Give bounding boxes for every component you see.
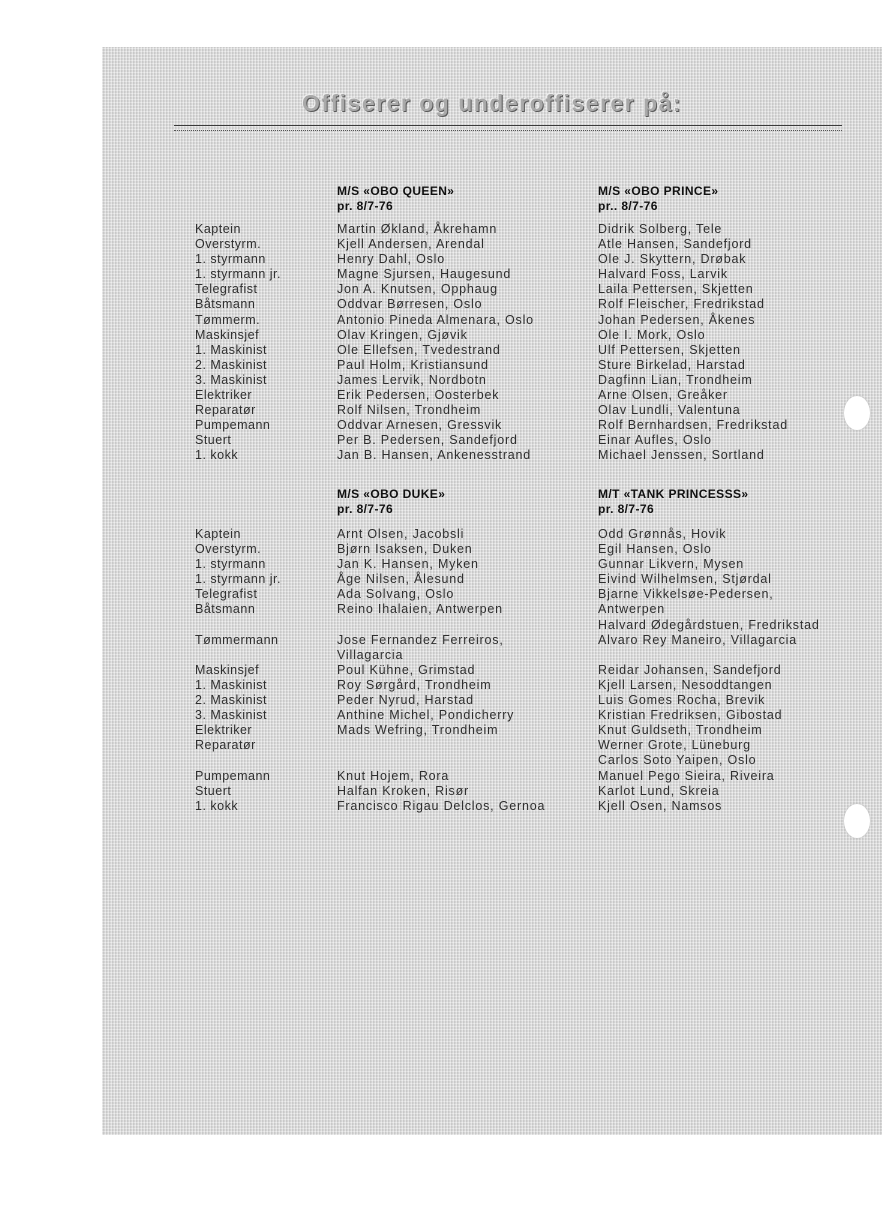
crew-member: Didrik Solberg, Tele xyxy=(598,222,723,236)
crew-member: Manuel Pego Sieira, Riveira xyxy=(598,768,775,783)
page-title: Offiserer og underoffiserer på: xyxy=(301,90,683,116)
role-label: Tømmerm. xyxy=(195,312,261,327)
crew-member: Mads Wefring, Trondheim xyxy=(337,723,499,738)
crew-member: Bjarne Vikkelsøe-Pedersen, xyxy=(598,587,774,602)
crew-member: Jan K. Hansen, Myken xyxy=(337,557,479,572)
role-label: Stuert xyxy=(195,783,232,798)
crew-member: Peder Nyrud, Harstad xyxy=(337,693,474,708)
crew-member: Arne Olsen, Greåker xyxy=(598,388,728,403)
ship-header-obo-duke xyxy=(337,487,445,517)
ship-name: M/S «OBO DUKE» xyxy=(337,487,446,501)
ship-name: M/S «OBO QUEEN» xyxy=(337,184,455,198)
role-label: Overstyrm. xyxy=(195,237,262,252)
roles-list xyxy=(195,527,281,814)
crew-member: Ada Solvang, Oslo xyxy=(337,587,455,602)
crew-member: Rolf Fleischer, Fredrikstad xyxy=(598,297,765,312)
crew-member: Karlot Lund, Skreia xyxy=(598,783,720,798)
crew-member: Paul Holm, Kristiansund xyxy=(337,357,489,372)
crew-member: Antwerpen xyxy=(598,602,665,617)
roles-list xyxy=(195,222,281,464)
role-label: Telegrafist xyxy=(195,282,258,297)
role-label: 2. Maskinist xyxy=(195,693,267,708)
binder-hole xyxy=(844,396,870,430)
crew-member: Oddvar Arnesen, Gressvik xyxy=(337,418,503,433)
crew-member: Halvard Foss, Larvik xyxy=(598,267,728,282)
crew-member: Halvard Ødegårdstuen, Fredrikstad xyxy=(598,617,820,632)
role-label: Pumpemann xyxy=(195,418,271,433)
crew-member: Per B. Pedersen, Sandefjord xyxy=(337,433,518,448)
crew-member: Olav Lundli, Valentuna xyxy=(598,403,741,418)
crew-member: Eivind Wilhelmsen, Stjørdal xyxy=(598,572,772,587)
ship-name: M/S «OBO PRINCE» xyxy=(598,184,719,198)
crew-member: Oddvar Børresen, Oslo xyxy=(337,297,483,312)
role-label: Båtsmann xyxy=(195,297,256,312)
ship-date: pr. 8/7-76 xyxy=(337,199,394,213)
ship-name: M/T «TANK PRINCESSS» xyxy=(598,487,749,501)
crew-member: Sture Birkelad, Harstad xyxy=(598,357,746,372)
crew-member: Werner Grote, Lüneburg xyxy=(598,738,751,753)
crew-member xyxy=(337,738,545,753)
crew-member: Knut Guldseth, Trondheim xyxy=(598,723,763,738)
ship-header-obo-queen xyxy=(337,184,454,214)
title-underline xyxy=(174,125,842,131)
crew-member: Laila Pettersen, Skjetten xyxy=(598,282,754,297)
crew-member: Carlos Soto Yaipen, Oslo xyxy=(598,753,757,768)
crew-member: Antonio Pineda Almenara, Oslo xyxy=(337,312,534,327)
crew-member: Jose Fernandez Ferreiros, xyxy=(337,632,504,647)
crew-member: Erik Pedersen, Oosterbek xyxy=(337,388,500,403)
role-label: 1. kokk xyxy=(195,448,239,463)
crew-member xyxy=(598,648,820,663)
crew-member: Ulf Pettersen, Skjetten xyxy=(598,342,741,357)
role-label: Overstyrm. xyxy=(195,542,262,557)
role-label: 1. styrmann xyxy=(195,252,266,267)
role-label: 1. Maskinist xyxy=(195,342,267,357)
crew-member xyxy=(337,753,545,768)
crew-list-obo-duke xyxy=(337,527,545,814)
role-label: 3. Maskinist xyxy=(195,708,267,723)
crew-list-tank-princess xyxy=(598,527,820,814)
crew-member: Roy Sørgård, Trondheim xyxy=(337,677,492,692)
crew-member: Jan B. Hansen, Ankenesstrand xyxy=(337,448,532,463)
role-label: Maskinsjef xyxy=(195,327,260,342)
ship-date: pr. 8/7-76 xyxy=(337,502,394,516)
crew-member xyxy=(337,618,545,633)
crew-member: Åge Nilsen, Ålesund xyxy=(337,572,465,587)
crew-member: Ole Ellefsen, Tvedestrand xyxy=(337,342,501,357)
crew-member: Kjell Andersen, Arendal xyxy=(337,237,485,252)
role-label: Stuert xyxy=(195,433,232,448)
crew-member: Kristian Fredriksen, Gibostad xyxy=(598,708,783,723)
crew-member: Magne Sjursen, Haugesund xyxy=(337,267,512,282)
crew-member: Dagfinn Lian, Trondheim xyxy=(598,372,753,387)
crew-member: Einar Aufles, Oslo xyxy=(598,433,712,448)
crew-member: Reidar Johansen, Sandefjord xyxy=(598,662,782,677)
crew-member: Gunnar Likvern, Mysen xyxy=(598,557,745,572)
crew-member: Francisco Rigau Delclos, Gernoa xyxy=(337,798,546,813)
crew-member: Henry Dahl, Oslo xyxy=(337,252,445,267)
crew-member: Martin Økland, Åkrehamn xyxy=(337,222,498,236)
role-label: Tømmermann xyxy=(195,632,279,647)
crew-member: Luis Gomes Rocha, Brevik xyxy=(598,693,766,708)
role-label: 1. Maskinist xyxy=(195,677,267,692)
role-label: Elektriker xyxy=(195,723,253,738)
crew-member: Halfan Kroken, Risør xyxy=(337,783,470,798)
role-label: 1. styrmann jr. xyxy=(195,572,281,587)
crew-member: Michael Jenssen, Sortland xyxy=(598,448,765,463)
crew-member: Villagarcia xyxy=(337,647,404,662)
ship-header-obo-prince xyxy=(598,184,718,214)
crew-member: Atle Hansen, Sandefjord xyxy=(598,237,752,252)
crew-member: Knut Hojem, Rora xyxy=(337,768,450,783)
role-label xyxy=(195,648,281,663)
crew-member: Jon A. Knutsen, Opphaug xyxy=(337,282,498,297)
crew-member: Anthine Michel, Pondicherry xyxy=(337,708,515,723)
document-page xyxy=(102,47,882,1135)
crew-list-obo-queen xyxy=(337,222,534,464)
crew-member: James Lervik, Nordbotn xyxy=(337,372,487,387)
crew-member: Odd Grønnås, Hovik xyxy=(598,527,727,541)
crew-member: Egil Hansen, Oslo xyxy=(598,542,712,557)
role-label: Maskinsjef xyxy=(195,662,260,677)
role-label: Elektriker xyxy=(195,388,253,403)
role-label: 1. styrmann jr. xyxy=(195,267,281,282)
role-label: Kaptein xyxy=(195,527,241,541)
role-label: Kaptein xyxy=(195,222,241,236)
role-label xyxy=(195,753,281,768)
ship-date: pr. 8/7-76 xyxy=(598,502,655,516)
crew-member: Rolf Nilsen, Trondheim xyxy=(337,403,482,418)
role-label: 1. styrmann xyxy=(195,557,266,572)
role-label: Reparatør xyxy=(195,738,256,753)
crew-member: Bjørn Isaksen, Duken xyxy=(337,542,473,557)
crew-member: Rolf Bernhardsen, Fredrikstad xyxy=(598,418,788,433)
role-label: 1. kokk xyxy=(195,798,239,813)
crew-member: Poul Kühne, Grimstad xyxy=(337,662,476,677)
crew-member: Johan Pedersen, Åkenes xyxy=(598,312,756,327)
role-label: Pumpemann xyxy=(195,768,271,783)
crew-member: Kjell Osen, Namsos xyxy=(598,798,723,813)
role-label: 2. Maskinist xyxy=(195,357,267,372)
ship-header-tank-princess xyxy=(598,487,748,517)
crew-list-obo-prince xyxy=(598,222,788,464)
role-label: Reparatør xyxy=(195,403,256,418)
crew-member: Arnt Olsen, Jacobsli xyxy=(337,527,465,541)
role-label xyxy=(195,618,281,633)
crew-member: Kjell Larsen, Nesoddtangen xyxy=(598,677,773,692)
role-label: 3. Maskinist xyxy=(195,372,267,387)
crew-member: Reino Ihalaien, Antwerpen xyxy=(337,602,503,617)
role-label: Telegrafist xyxy=(195,587,258,602)
crew-member: Olav Kringen, Gjøvik xyxy=(337,327,468,342)
binder-hole xyxy=(844,804,870,838)
crew-member: Ole J. Skyttern, Drøbak xyxy=(598,252,747,267)
role-label: Båtsmann xyxy=(195,602,256,617)
ship-date: pr.. 8/7-76 xyxy=(598,199,658,213)
crew-member: Ole I. Mork, Oslo xyxy=(598,327,706,342)
crew-member: Alvaro Rey Maneiro, Villagarcia xyxy=(598,632,797,647)
